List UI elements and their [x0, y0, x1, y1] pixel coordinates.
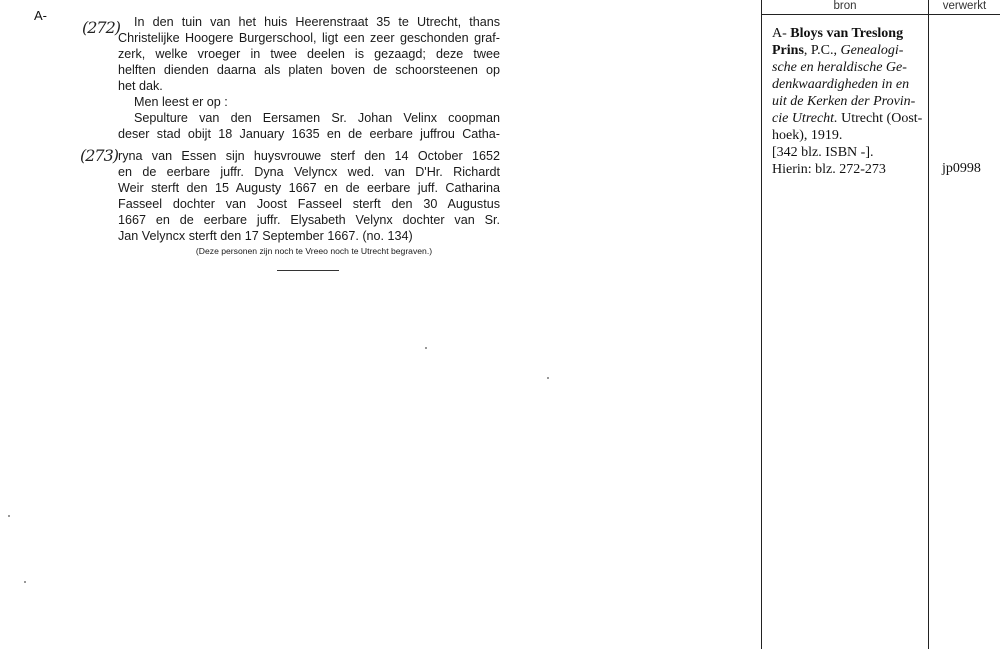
- scanned-text-block: [118, 14, 500, 258]
- footnote: (Deze personen zijn noch te Vreeo noch te Utrecht begraven.): [195, 246, 433, 256]
- text-line: Fasseel dochter van Joost Fasseel sterft den 30 Augustus: [118, 197, 500, 211]
- header-bron: bron: [833, 0, 857, 12]
- citation-line: [342 blz. ISBN -].: [772, 145, 874, 160]
- handwritten-page-number-272: (272): [82, 18, 121, 37]
- section-marker: A-: [34, 8, 47, 23]
- handwritten-page-number-273: (273): [80, 146, 119, 165]
- scan-speck: [547, 377, 549, 379]
- scan-speck: [24, 581, 26, 583]
- text-line: helften dienden daarna als platen boven de schoorsteenen op: [118, 63, 500, 77]
- header-verwerkt: verwerkt: [942, 0, 987, 12]
- scan-speck: [8, 515, 10, 517]
- bron-citation: [772, 25, 924, 178]
- text-line: het dak.: [118, 79, 163, 93]
- text-line: Sepulture van den Eersamen Sr. Johan Velinx coopman: [134, 111, 500, 125]
- citation-line: cie Utrecht. Utrecht (Oost-: [772, 111, 923, 126]
- text-line: In den tuin van het huis Heerenstraat 35 te Utrecht, thans: [134, 15, 500, 29]
- text-line: Christelijke Hoogere Burgerschool, ligt een zeer geschonden graf-: [118, 31, 500, 45]
- text-line: en de eerbare juffr. Dyna Velyncx wed. van D'Hr. Richardt: [118, 165, 500, 179]
- text-line: Jan Velyncx sterft den 17 September 1667. (no. 134): [118, 229, 413, 243]
- citation-line: uit de Kerken der Provin-: [772, 94, 916, 109]
- text-line: ryna van Essen sijn huysvrouwe sterf den 14 October 1652: [118, 149, 500, 163]
- citation-line: Hierin: blz. 272-273: [772, 162, 886, 177]
- text-line: Men leest er op :: [134, 95, 228, 109]
- table-left-border: [761, 0, 762, 649]
- citation-line: hoek), 1919.: [772, 128, 843, 143]
- text-line: Weir sterft den 15 Augusty 1667 en de eerbare juff. Catharina: [118, 181, 500, 195]
- verwerkt-id: jp0998: [942, 161, 981, 176]
- citation-line: sche en heraldische Ge-: [772, 60, 907, 75]
- table-header-rule: [761, 14, 1000, 15]
- citation-line: Prins, P.C., Genealogi-: [772, 43, 904, 58]
- table-column-divider: [928, 0, 929, 649]
- citation-line: A- Bloys van Treslong: [772, 26, 904, 41]
- end-rule: [277, 270, 339, 271]
- scan-speck: [425, 347, 427, 349]
- text-line: deser stad obijt 18 January 1635 en de eerbare juffrou Catha-: [118, 127, 500, 141]
- citation-line: denkwaardigheden in en: [772, 77, 910, 92]
- text-line: zerk, welke vroeger in twee deelen is gezaagd; deze twee: [118, 47, 500, 61]
- text-line: 1667 en de eerbare juffr. Elysabeth Velynx dochter van Sr.: [118, 213, 500, 227]
